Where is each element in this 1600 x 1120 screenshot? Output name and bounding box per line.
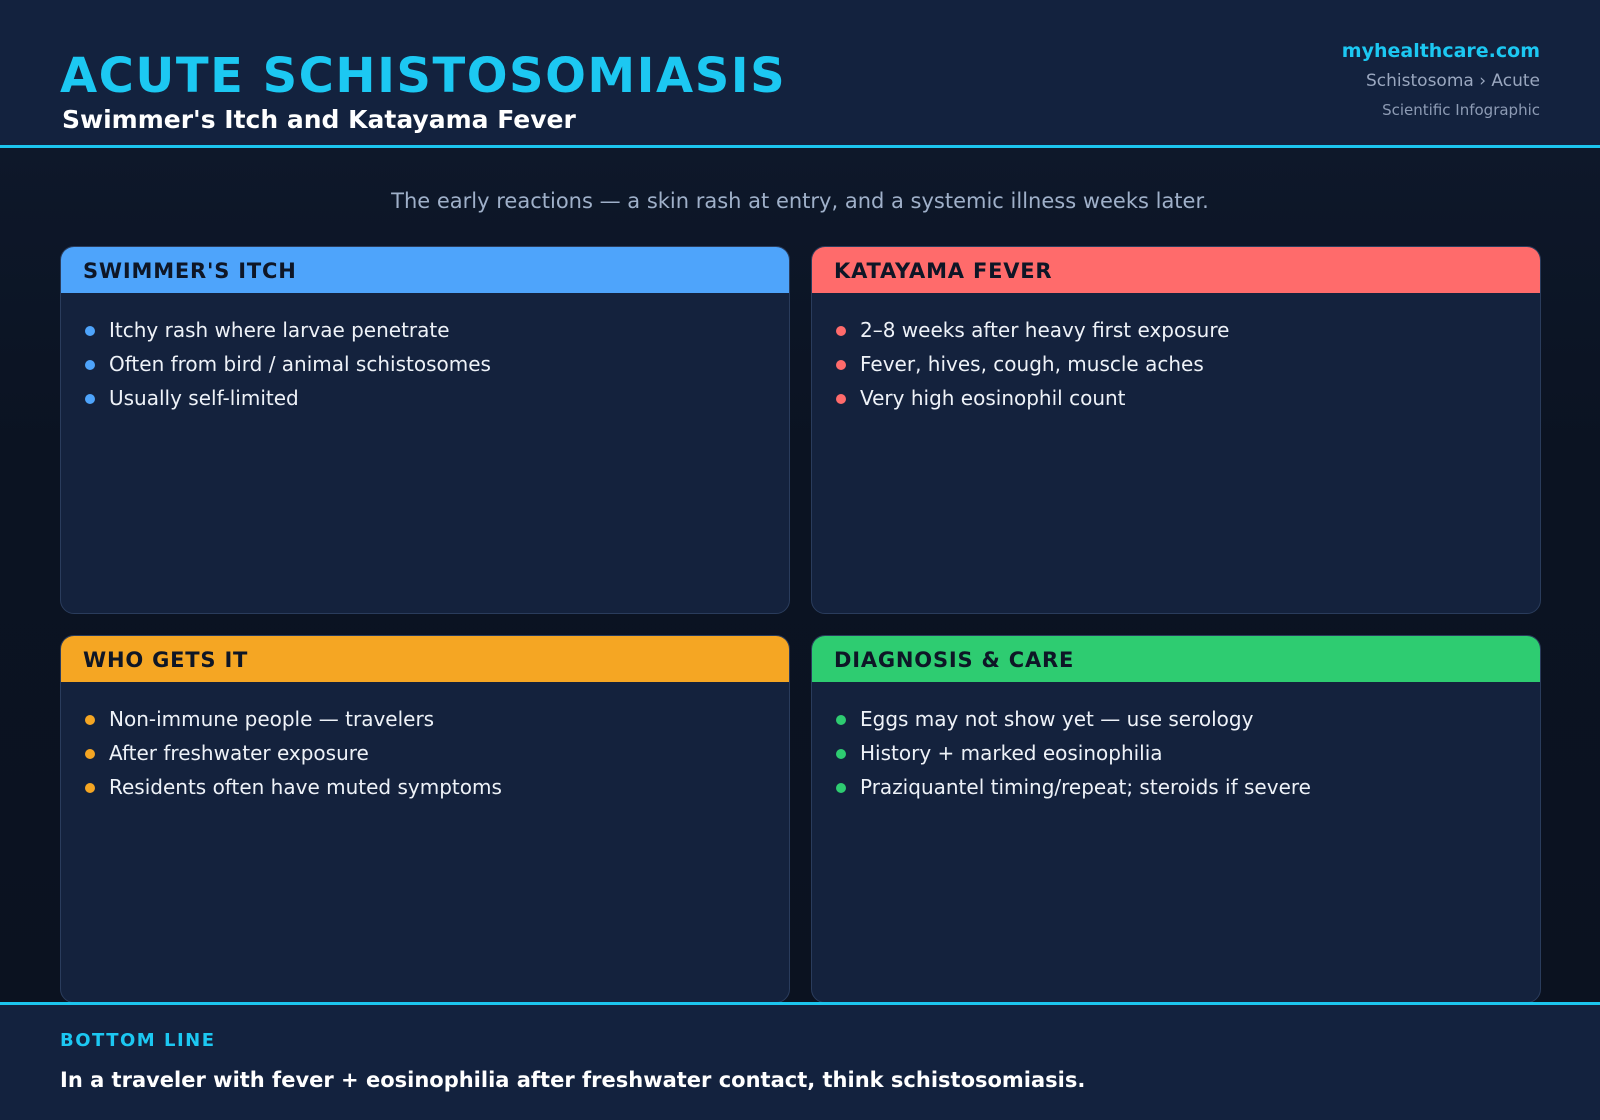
- list-item-text: Usually self-limited: [109, 386, 299, 410]
- bullet-dot-icon: [85, 394, 95, 404]
- page-subtitle: Swimmer's Itch and Katayama Fever: [62, 105, 576, 134]
- bullet-dot-icon: [85, 360, 95, 370]
- list-item-text: Often from bird / animal schistosomes: [109, 352, 491, 376]
- list-item: [836, 702, 1516, 736]
- bullet-dot-icon: [85, 326, 95, 336]
- list-item-text: Non-immune people — travelers: [109, 707, 435, 731]
- list-item: [85, 770, 765, 804]
- bullet-dot-icon: [85, 715, 95, 725]
- page-title: ACUTE SCHISTOSOMIASIS: [60, 48, 787, 104]
- list-item: [836, 736, 1516, 770]
- list-item: [85, 381, 765, 415]
- list-item-text: Itchy rash where larvae penetrate: [109, 318, 450, 342]
- bullet-dot-icon: [836, 326, 846, 336]
- card-list: [812, 293, 1540, 415]
- bottom-line-text: In a traveler with fever + eosinophilia after freshwater contact, think schistosomiasis.: [60, 1068, 1086, 1092]
- list-item-text: Residents often have muted symptoms: [109, 775, 502, 799]
- card-header: WHO GETS IT: [61, 636, 789, 682]
- list-item-text: Praziquantel timing/repeat; steroids if severe: [860, 775, 1311, 799]
- bullet-dot-icon: [836, 783, 846, 793]
- header-banner: [0, 0, 1600, 148]
- bullet-dot-icon: [836, 394, 846, 404]
- list-item-text: History + marked eosinophilia: [860, 741, 1163, 765]
- card-header: DIAGNOSIS & CARE: [812, 636, 1540, 682]
- card-list: [61, 293, 789, 415]
- intro-text: The early reactions — a skin rash at entry, and a systemic illness weeks later.: [391, 189, 1209, 213]
- card-list: [812, 682, 1540, 804]
- list-item-text: 2–8 weeks after heavy first exposure: [860, 318, 1230, 342]
- bullet-dot-icon: [836, 360, 846, 370]
- card-header: KATAYAMA FEVER: [812, 247, 1540, 293]
- list-item: [836, 381, 1516, 415]
- list-item: [836, 770, 1516, 804]
- bullet-dot-icon: [836, 749, 846, 759]
- list-item: [85, 702, 765, 736]
- card-katayama-fever: [811, 246, 1541, 614]
- list-item: [85, 736, 765, 770]
- card-swimmers-itch: [60, 246, 790, 614]
- breadcrumb: Schistosoma › Acute: [1366, 71, 1540, 91]
- bullet-dot-icon: [85, 749, 95, 759]
- card-list: [61, 682, 789, 804]
- bullet-dot-icon: [836, 715, 846, 725]
- list-item: [85, 347, 765, 381]
- card-who-gets-it: [60, 635, 790, 1003]
- infographic-tag: Scientific Infographic: [1382, 101, 1540, 119]
- list-item-text: Very high eosinophil count: [860, 386, 1126, 410]
- brand-link[interactable]: myhealthcare.com: [1341, 40, 1540, 62]
- list-item: [836, 313, 1516, 347]
- list-item-text: Fever, hives, cough, muscle aches: [860, 352, 1204, 376]
- bullet-dot-icon: [85, 783, 95, 793]
- bottom-line-banner: [0, 1002, 1600, 1120]
- bottom-line-label: BOTTOM LINE: [60, 1030, 216, 1051]
- list-item: [836, 347, 1516, 381]
- list-item-text: After freshwater exposure: [109, 741, 369, 765]
- card-diagnosis-care: [811, 635, 1541, 1003]
- card-header: SWIMMER'S ITCH: [61, 247, 789, 293]
- list-item: [85, 313, 765, 347]
- list-item-text: Eggs may not show yet — use serology: [860, 707, 1254, 731]
